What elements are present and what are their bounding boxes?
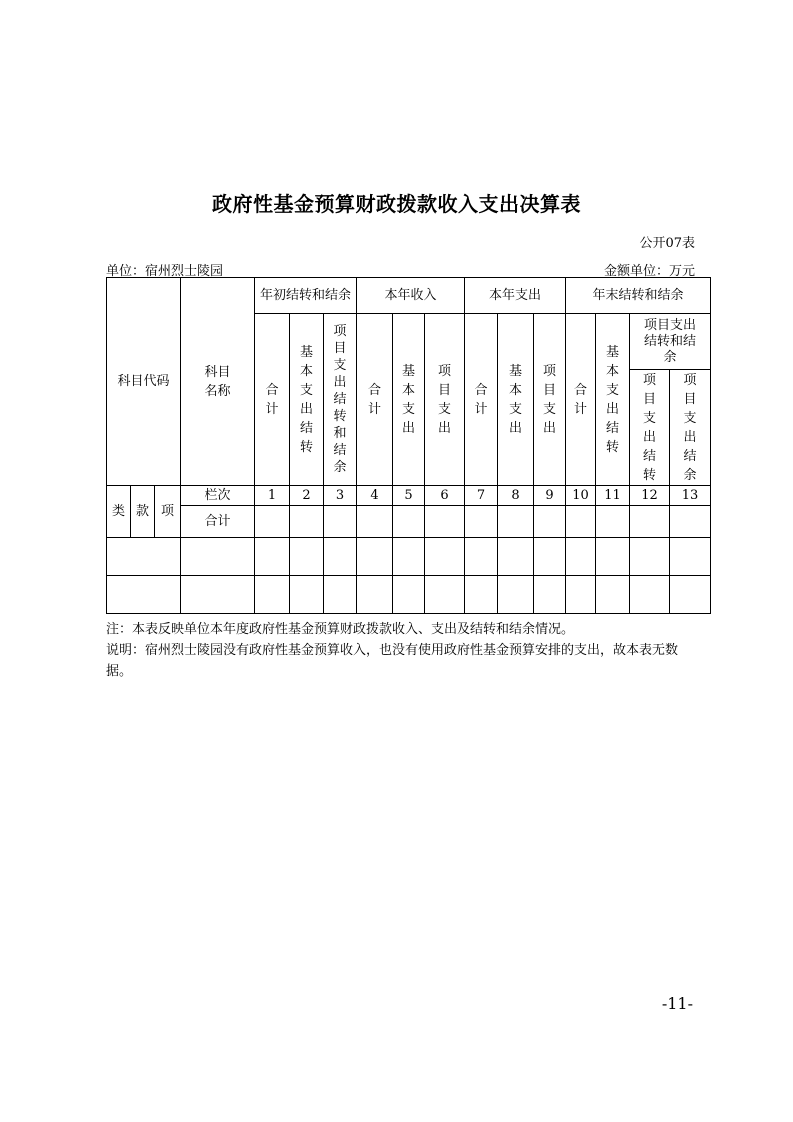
- col-number: 7: [465, 486, 498, 506]
- col-number: 6: [425, 486, 465, 506]
- table-cell: [425, 506, 465, 538]
- report-title: 政府性基金预算财政拨款收入支出决算表: [212, 192, 581, 216]
- row-label: 栏次: [181, 486, 255, 506]
- unit-label: 单位：宿州烈士陵园: [106, 264, 224, 279]
- table-code: 公开07表: [639, 236, 695, 251]
- header-end-project: 项目支出结转和结余: [630, 314, 711, 370]
- table-cell: [255, 576, 290, 614]
- table-cell: [596, 506, 630, 538]
- table-row: [107, 576, 711, 614]
- header-end-project-balance: 项目支出结余: [670, 370, 711, 486]
- header-end-project-carry: 项目支出结转: [630, 370, 670, 486]
- table-cell: [181, 576, 255, 614]
- table-cell: [465, 506, 498, 538]
- table-cell: [290, 538, 324, 576]
- table-cell: [596, 576, 630, 614]
- table-cell: [670, 576, 711, 614]
- header-class: 类: [107, 486, 131, 538]
- table-explanation: 说明：宿州烈士陵园没有政府性基金预算收入，也没有使用政府性基金预算安排的支出，故本表无数据。: [106, 643, 679, 679]
- header-section: 款: [131, 486, 155, 538]
- table-cell: [630, 576, 670, 614]
- table-cell: [566, 576, 596, 614]
- col-number: 3: [324, 486, 357, 506]
- col-number: 13: [670, 486, 711, 506]
- table-cell: [630, 506, 670, 538]
- table-cell: [107, 538, 181, 576]
- header-income-basic: 基本支出: [393, 314, 425, 486]
- table-row: [107, 538, 711, 576]
- table-cell: [393, 506, 425, 538]
- table-cell: [670, 506, 711, 538]
- header-begin-project-carry-balance: 项目支出结转和结余: [324, 314, 357, 486]
- table-cell: [498, 506, 534, 538]
- header-subject-code: 科目代码: [107, 278, 181, 486]
- col-number: 4: [357, 486, 393, 506]
- header-begin-total: 合计: [255, 314, 290, 486]
- table-cell: [498, 576, 534, 614]
- header-current-income: 本年收入: [357, 278, 465, 314]
- table-cell: [596, 538, 630, 576]
- table-cell: [498, 538, 534, 576]
- header-begin-basic-carry: 基本支出结转: [290, 314, 324, 486]
- table-cell: [630, 538, 670, 576]
- table-cell: [255, 506, 290, 538]
- table-cell: [324, 576, 357, 614]
- table-cell: [566, 538, 596, 576]
- header-income-project: 项目支出: [425, 314, 465, 486]
- total-label: 合计: [181, 506, 255, 538]
- header-subject-name: 科目名称: [181, 278, 255, 486]
- table-cell: [534, 506, 566, 538]
- table-row: [107, 506, 711, 538]
- header-end-total: 合计: [566, 314, 596, 486]
- col-number: 10: [566, 486, 596, 506]
- table-cell: [566, 506, 596, 538]
- page-number: -11-: [661, 994, 693, 1013]
- table-cell: [324, 506, 357, 538]
- table-cell: [324, 538, 357, 576]
- table-cell: [181, 538, 255, 576]
- table-cell: [534, 576, 566, 614]
- col-number: 12: [630, 486, 670, 506]
- header-expense-project: 项目支出: [534, 314, 566, 486]
- table-cell: [393, 576, 425, 614]
- header-current-expense: 本年支出: [465, 278, 566, 314]
- table-cell: [425, 576, 465, 614]
- table-cell: [534, 538, 566, 576]
- table-cell: [357, 576, 393, 614]
- table-cell: [290, 506, 324, 538]
- header-begin-balance: 年初结转和结余: [255, 278, 357, 314]
- table-cell: [393, 538, 425, 576]
- table-cell: [107, 576, 181, 614]
- table-cell: [425, 538, 465, 576]
- col-number: 8: [498, 486, 534, 506]
- header-income-total: 合计: [357, 314, 393, 486]
- money-unit-label: 金额单位：万元: [603, 264, 695, 279]
- table-cell: [670, 538, 711, 576]
- col-number: 1: [255, 486, 290, 506]
- col-number: 2: [290, 486, 324, 506]
- col-number: 11: [596, 486, 630, 506]
- table-cell: [465, 538, 498, 576]
- header-end-balance: 年末结转和结余: [566, 278, 711, 314]
- header-expense-total: 合计: [465, 314, 498, 486]
- table-cell: [465, 576, 498, 614]
- table-cell: [255, 538, 290, 576]
- budget-table: [106, 277, 711, 614]
- table-cell: [357, 538, 393, 576]
- table-cell: [290, 576, 324, 614]
- col-number: 9: [534, 486, 566, 506]
- table-cell: [357, 506, 393, 538]
- col-number: 5: [393, 486, 425, 506]
- header-end-basic-carry: 基本支出结转: [596, 314, 630, 486]
- header-expense-basic: 基本支出: [498, 314, 534, 486]
- header-item: 项: [155, 486, 181, 538]
- table-note: 注：本表反映单位本年度政府性基金预算财政拨款收入、支出及结转和结余情况。: [106, 622, 575, 637]
